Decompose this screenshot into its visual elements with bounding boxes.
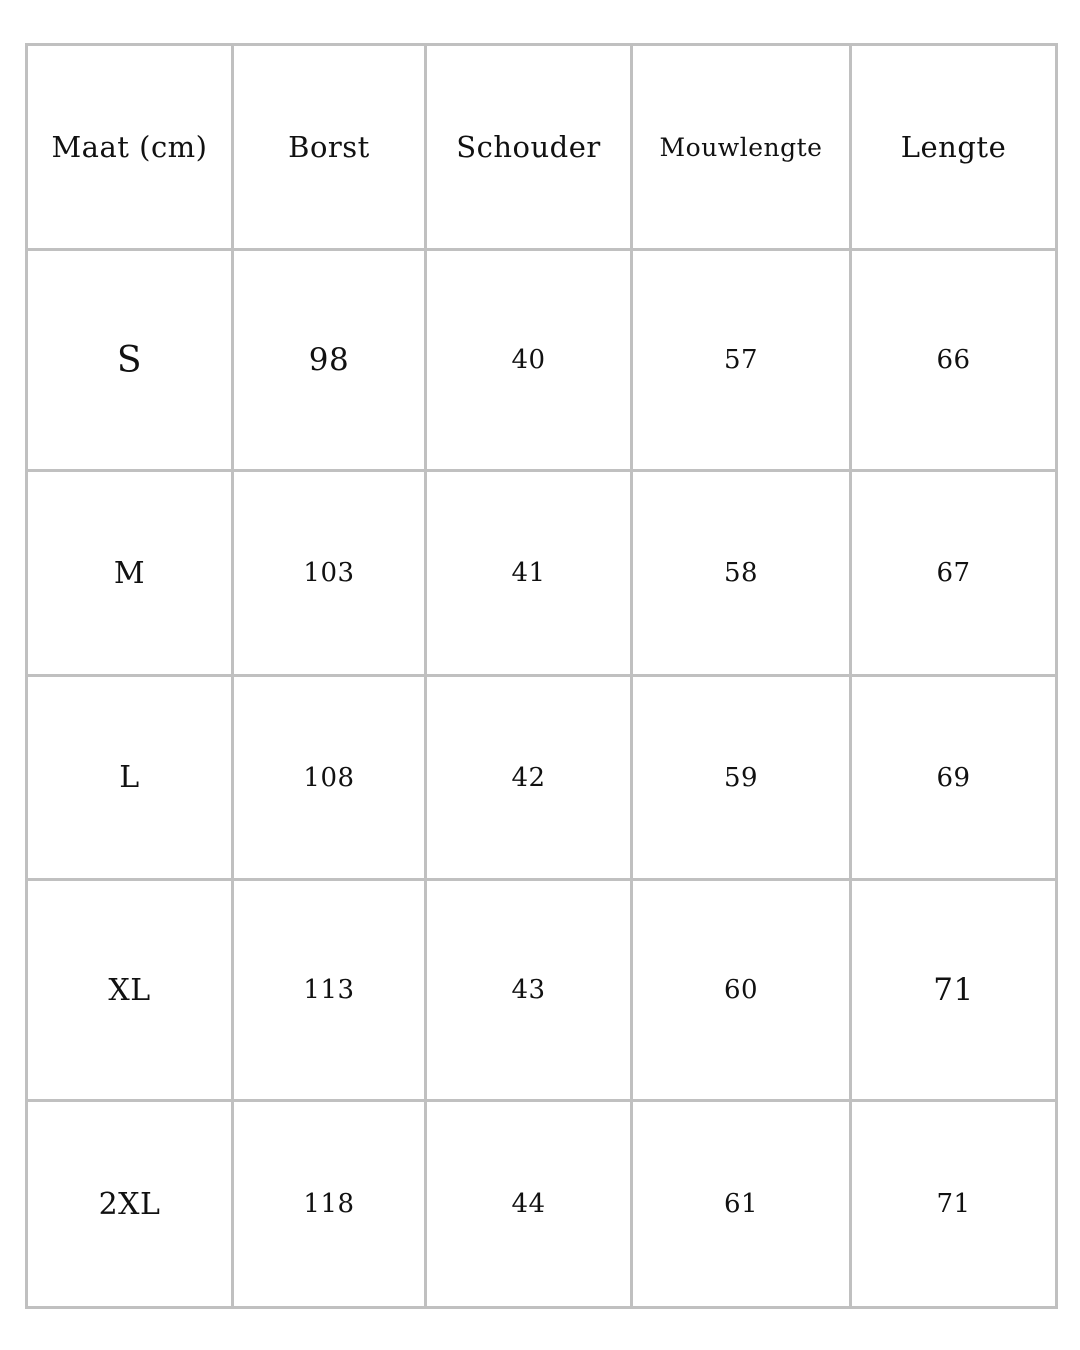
length-cell: 71: [851, 1101, 1057, 1308]
header-sleeve-length: Mouwlengte: [632, 45, 851, 250]
shoulder-cell: 42: [426, 676, 632, 880]
sleeve-length-cell: 57: [632, 250, 851, 471]
shoulder-cell: 40: [426, 250, 632, 471]
chest-cell: 118: [233, 1101, 426, 1308]
chest-cell: 113: [233, 880, 426, 1101]
table-row: [27, 1101, 1057, 1308]
shoulder-cell: 43: [426, 880, 632, 1101]
size-chart-table: [25, 43, 1058, 1309]
chest-cell: 108: [233, 676, 426, 880]
size-cell: XL: [27, 880, 233, 1101]
header-chest: Borst: [233, 45, 426, 250]
table-row: [27, 676, 1057, 880]
size-cell: 2XL: [27, 1101, 233, 1308]
sleeve-length-cell: 59: [632, 676, 851, 880]
sleeve-length-cell: 58: [632, 471, 851, 676]
table-row: [27, 471, 1057, 676]
length-cell: 69: [851, 676, 1057, 880]
table-header-row: [27, 45, 1057, 250]
sleeve-length-cell: 61: [632, 1101, 851, 1308]
header-shoulder: Schouder: [426, 45, 632, 250]
length-cell: 66: [851, 250, 1057, 471]
table-row: [27, 880, 1057, 1101]
chest-cell: 98: [233, 250, 426, 471]
sleeve-length-cell: 60: [632, 880, 851, 1101]
shoulder-cell: 41: [426, 471, 632, 676]
shoulder-cell: 44: [426, 1101, 632, 1308]
length-cell: 71: [851, 880, 1057, 1101]
chest-cell: 103: [233, 471, 426, 676]
size-cell: S: [27, 250, 233, 471]
header-size: Maat (cm): [27, 45, 233, 250]
table-row: [27, 250, 1057, 471]
header-length: Lengte: [851, 45, 1057, 250]
size-cell: L: [27, 676, 233, 880]
length-cell: 67: [851, 471, 1057, 676]
size-cell: M: [27, 471, 233, 676]
